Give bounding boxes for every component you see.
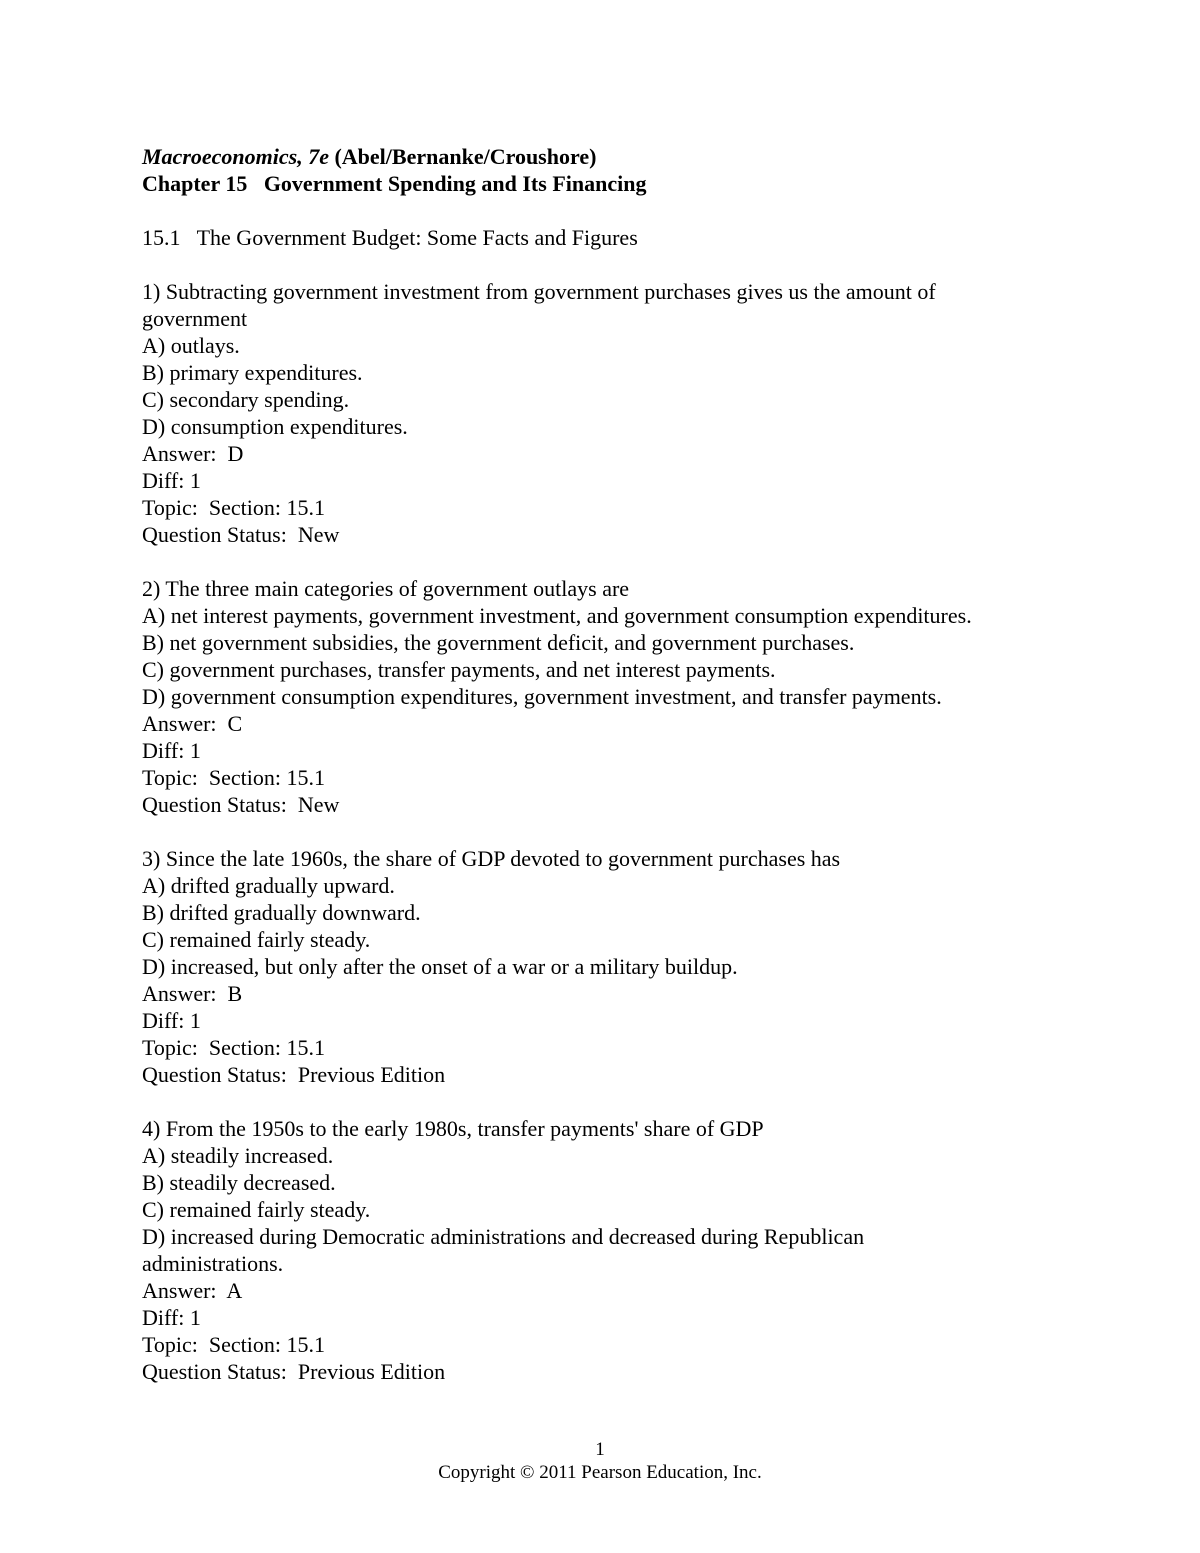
question-list <box>142 278 1062 1385</box>
topic-label: Topic: Section: 15.1 <box>142 765 325 790</box>
answer-key: Answer: C <box>142 711 243 736</box>
question-stem: government <box>142 306 248 331</box>
answer-key: Answer: D <box>142 441 244 466</box>
answer-option: D) increased during Democratic administrations and decreased during Republican administrations. <box>142 1224 865 1276</box>
question-item <box>142 845 1062 1088</box>
topic-label: Topic: Section: 15.1 <box>142 1035 325 1060</box>
answer-option: A) outlays. <box>142 333 240 358</box>
question-stem: 4) From the 1950s to the early 1980s, transfer payments' share of GDP <box>142 1116 764 1141</box>
page-number: 1 <box>595 1439 605 1460</box>
book-title-line <box>142 143 1062 170</box>
answer-option: B) primary expenditures. <box>142 360 363 385</box>
answer-option: B) steadily decreased. <box>142 1170 336 1195</box>
answer-option: B) drifted gradually downward. <box>142 900 421 925</box>
question-stem: 2) The three main categories of government outlays are <box>142 576 630 601</box>
page-footer <box>0 1438 1200 1484</box>
question-stem: 3) Since the late 1960s, the share of GDP devoted to government purchases has <box>142 846 841 871</box>
topic-label: Topic: Section: 15.1 <box>142 495 325 520</box>
difficulty: Diff: 1 <box>142 1305 201 1330</box>
question-item <box>142 575 1062 818</box>
answer-option: C) government purchases, transfer payments, and net interest payments. <box>142 657 776 682</box>
answer-option: A) steadily increased. <box>142 1143 334 1168</box>
answer-option: C) secondary spending. <box>142 387 350 412</box>
difficulty: Diff: 1 <box>142 738 201 763</box>
question-status: Question Status: Previous Edition <box>142 1062 446 1087</box>
chapter-title: Chapter 15 Government Spending and Its Financing <box>142 171 647 196</box>
difficulty: Diff: 1 <box>142 468 201 493</box>
answer-option: C) remained fairly steady. <box>142 1197 371 1222</box>
question-status: Question Status: New <box>142 522 340 547</box>
topic-label: Topic: Section: 15.1 <box>142 1332 325 1357</box>
question-status: Question Status: New <box>142 792 340 817</box>
page-content <box>142 143 1062 1385</box>
answer-option: A) net interest payments, government investment, and government consumption expenditures. <box>142 603 972 628</box>
answer-option: D) increased, but only after the onset of a war or a military buildup. <box>142 954 738 979</box>
question-stem: 1) Subtracting government investment from government purchases gives us the amount of <box>142 279 936 304</box>
answer-key: Answer: A <box>142 1278 243 1303</box>
book-title: Macroeconomics, 7e <box>142 144 329 169</box>
book-authors: (Abel/Bernanke/Croushore) <box>334 144 597 169</box>
answer-option: B) net government subsidies, the government deficit, and government purchases. <box>142 630 855 655</box>
answer-option: D) consumption expenditures. <box>142 414 408 439</box>
answer-option: C) remained fairly steady. <box>142 927 371 952</box>
question-status: Question Status: Previous Edition <box>142 1359 446 1384</box>
answer-option: D) government consumption expenditures, government investment, and transfer payments. <box>142 684 942 709</box>
section-heading: 15.1 The Government Budget: Some Facts and Figures <box>142 225 638 250</box>
question-item <box>142 278 1062 548</box>
copyright-notice: Copyright © 2011 Pearson Education, Inc. <box>438 1462 762 1483</box>
question-item <box>142 1115 1062 1385</box>
difficulty: Diff: 1 <box>142 1008 201 1033</box>
answer-key: Answer: B <box>142 981 243 1006</box>
answer-option: A) drifted gradually upward. <box>142 873 395 898</box>
